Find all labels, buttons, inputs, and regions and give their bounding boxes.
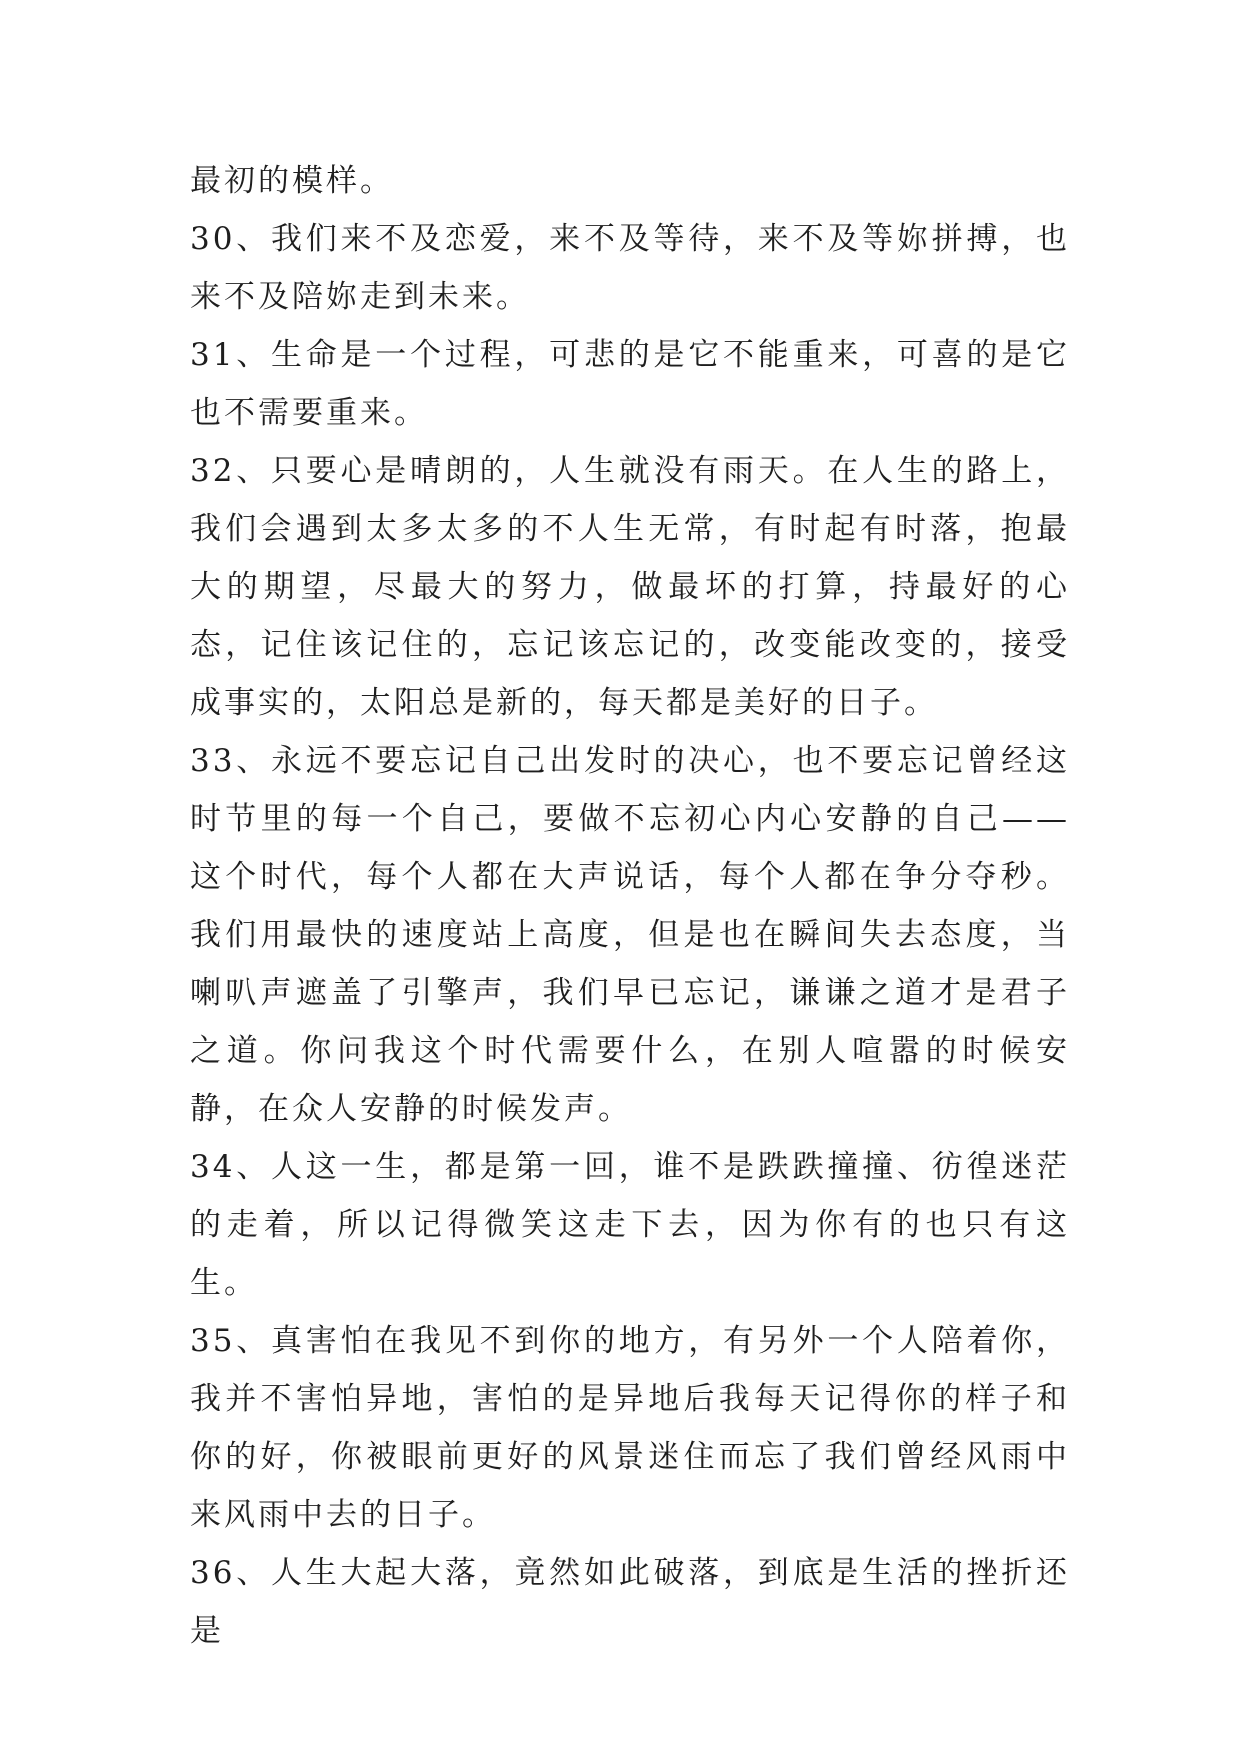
paragraph-32: 32、只要心是晴朗的，人生就没有雨天。在人生的路上，我们会遇到太多太多的不人生无常，有时起有时落，抱最大的期望，尽最大的努力，做最坏的打算，持最好的心态，记住该记住的，忘记该忘记的，改变能改变的，接受成事实的，太阳总是新的，每天都是美好的日子。 [190, 453, 1070, 721]
paragraph-continuation: 最初的模样。 [190, 163, 394, 199]
paragraph-33: 33、永远不要忘记自己出发时的决心，也不要忘记曾经这时节里的每一个自己，要做不忘初心内心安静的自己——这个时代，每个人都在大声说话，每个人都在争分夺秒。我们用最快的速度站上高度，但是也在瞬间失去态度，当喇叭声遮盖了引擎声，我们早已忘记，谦谦之道才是君子之道。你问我这个时代需要什么，在别人喧嚣的时候安静，在众人安静的时候发声。 [190, 743, 1070, 1127]
document-body [190, 152, 1070, 1660]
paragraph-35: 35、真害怕在我见不到你的地方，有另外一个人陪着你，我并不害怕异地，害怕的是异地后我每天记得你的样子和你的好，你被眼前更好的风景迷住而忘了我们曾经风雨中来风雨中去的日子。 [190, 1323, 1070, 1533]
paragraph-36: 36、人生大起大落，竟然如此破落，到底是生活的挫折还是 [190, 1555, 1070, 1649]
paragraph-30: 30、我们来不及恋爱，来不及等待，来不及等妳拼搏，也来不及陪妳走到未来。 [190, 221, 1070, 315]
paragraph-34: 34、人这一生，都是第一回，谁不是跌跌撞撞、彷徨迷茫的走着，所以记得微笑这走下去，因为你有的也只有这生。 [190, 1149, 1070, 1301]
paragraph-31: 31、生命是一个过程，可悲的是它不能重来，可喜的是它也不需要重来。 [190, 337, 1070, 431]
